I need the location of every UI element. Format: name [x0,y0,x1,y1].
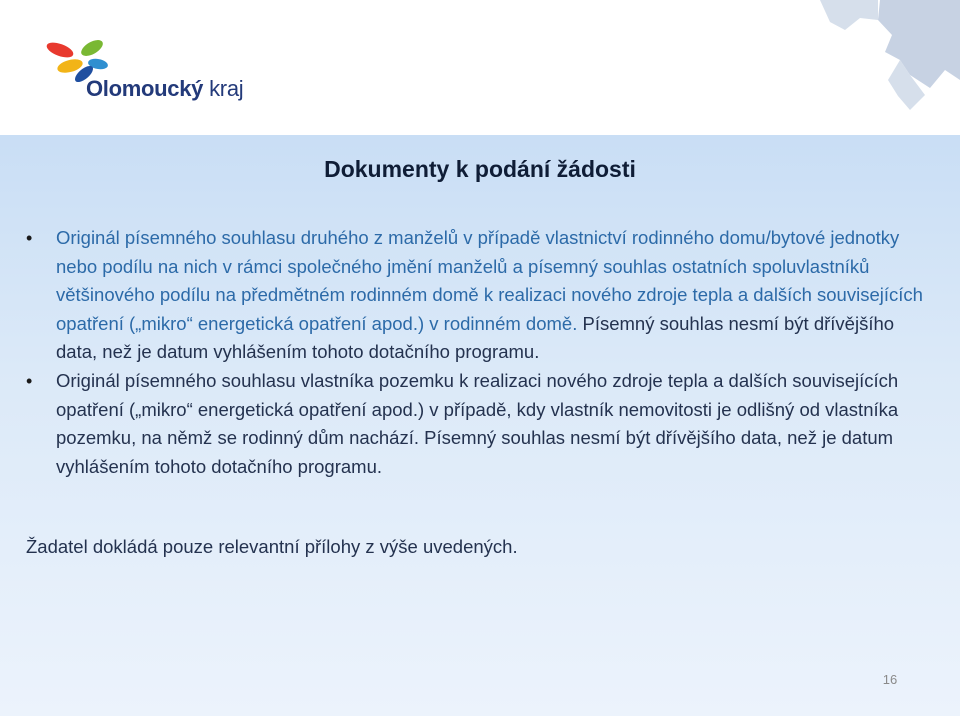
region-map-icon [760,0,960,135]
bullet-text: Originál písemného souhlasu vlastníka pozemku k realizaci nového zdroje tepla a dalších souvisejících opatření („mikro“ energetická opatření apod.) v případě, kdy vlastník nemovitosti je odlišný od vlastníka pozemku, na němž se rodinný dům nachází. Písemný souhlas nesmí být dřívějšího data, než je datum vyhlášením tohoto dotačního programu. [56,369,899,477]
logo-name: Olomoucký [86,76,204,101]
bullet-text-part: Písemný souhlas nesmí být dřívějšího data, než je datum vyhlášením tohoto dotačního programu. [56,312,895,363]
logo-suffix: kraj [209,76,244,101]
slide-title: Dokumenty k podání žádosti [324,156,636,182]
bullet-list [26,224,926,481]
logo-wordmark [86,76,243,102]
page-number: 16 [882,672,898,687]
bullet-text-part: Originál písemného souhlasu druhého z manželů v případě vlastnictví rodinného domu/bytové jednotky nebo podílu na nich v rámci společného jmění manželů a písemný souhlas ostatních spoluvlastníků většinového podílu na předmětném rodinném domě k realizaci nového zdroje tepla a dalších souvisejících opatření („mikro“ energetická opatření apod.) v rodinném domě. [56,227,923,334]
bullet-item [26,367,926,481]
bullet-icon: • [26,228,33,248]
header-bar [0,0,960,135]
bullet-item [26,224,926,367]
bullet-icon: • [26,370,33,391]
footer-note: Žadatel dokládá pouze relevantní přílohy z výše uvedených. [26,536,518,557]
